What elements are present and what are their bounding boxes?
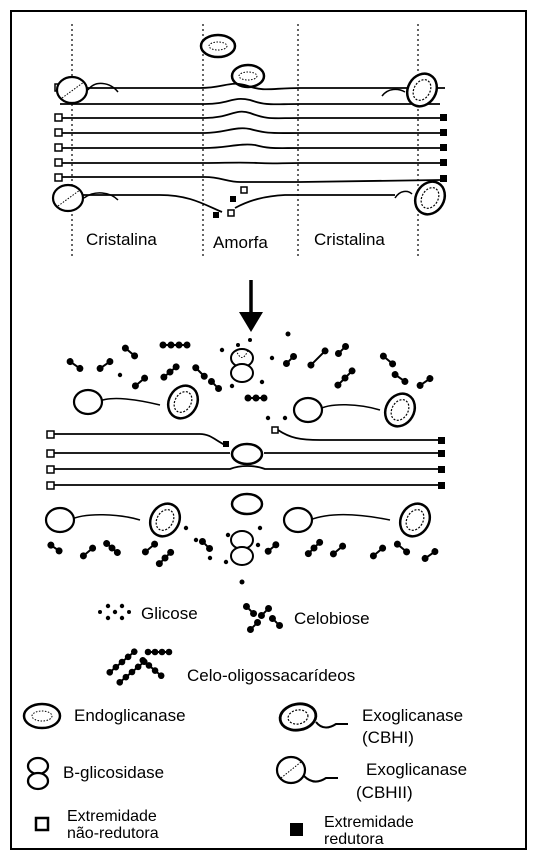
reducing-end-legend-icon (290, 823, 303, 836)
bottom-panel (46, 332, 445, 585)
legend-glucose-label: Glicose (141, 604, 198, 623)
cellulose-chains-top (60, 84, 445, 212)
legend-symbols (24, 603, 348, 836)
endoglucanase-bottom-1 (232, 444, 262, 464)
legend-endoglucanase-label: Endoglicanase (74, 706, 186, 725)
cbhii-mid-right (294, 398, 380, 422)
endoglucanase-legend-icon (24, 704, 60, 728)
cbhi-low-right (394, 498, 435, 541)
region-label-amorphous: Amorfa (213, 233, 268, 252)
cbhi-low-left (144, 498, 185, 541)
top-panel (53, 24, 451, 332)
legend-cellobiose-label: Celobiose (294, 609, 370, 628)
legend-nonreducing-line1: Extremidade (67, 808, 157, 825)
legend-cbhii-name: Exoglicanase (366, 760, 468, 779)
cellooligosaccharides-icon (107, 648, 172, 685)
legend-cbhi-name: Exoglicanase (362, 706, 464, 725)
cbhii-bottom-left (53, 185, 118, 211)
nonreducing-end-legend-icon (36, 818, 48, 830)
cbhii-low-left (46, 508, 140, 532)
legend-cellooligo-label: Celo-oligossacarídeos (187, 666, 356, 685)
endoglucanase-free (201, 35, 235, 57)
region-dividers (72, 24, 418, 258)
cellobiose-icon (243, 603, 283, 633)
cbhii-low-right (284, 508, 390, 532)
region-label-crystalline-right: Cristalina (314, 230, 385, 249)
cbhii-top-left (57, 77, 118, 103)
cbhi-legend-icon (278, 701, 348, 733)
b-glucosidase-top (231, 349, 253, 382)
legend-b-glucosidase-label: B-glicosidase (63, 763, 165, 782)
glucose-dots (118, 332, 291, 585)
b-glucosidase-legend-icon (28, 758, 48, 789)
legend-reducing-line1: Extremidade (324, 814, 414, 831)
cbhi-top-right (382, 68, 443, 111)
region-label-crystalline-left: Cristalina (86, 230, 157, 249)
glucose-icon (98, 604, 131, 620)
reaction-arrow (239, 280, 263, 332)
endoglucanase-bottom-2 (232, 494, 262, 514)
legend-reducing-line2: redutora (324, 831, 384, 848)
cbhi-bottom-right (395, 176, 451, 219)
legend-cbhi-type: (CBHI) (362, 728, 414, 747)
cbhi-mid-left (162, 380, 203, 423)
cbhii-mid-left (74, 390, 160, 414)
b-glucosidase-bottom (231, 531, 253, 565)
cbhii-legend-icon (277, 757, 338, 783)
cbhi-mid-right (379, 388, 420, 431)
legend-cbhii-type: (CBHII) (356, 783, 413, 802)
legend-nonreducing-line2: não-redutora (67, 825, 159, 842)
